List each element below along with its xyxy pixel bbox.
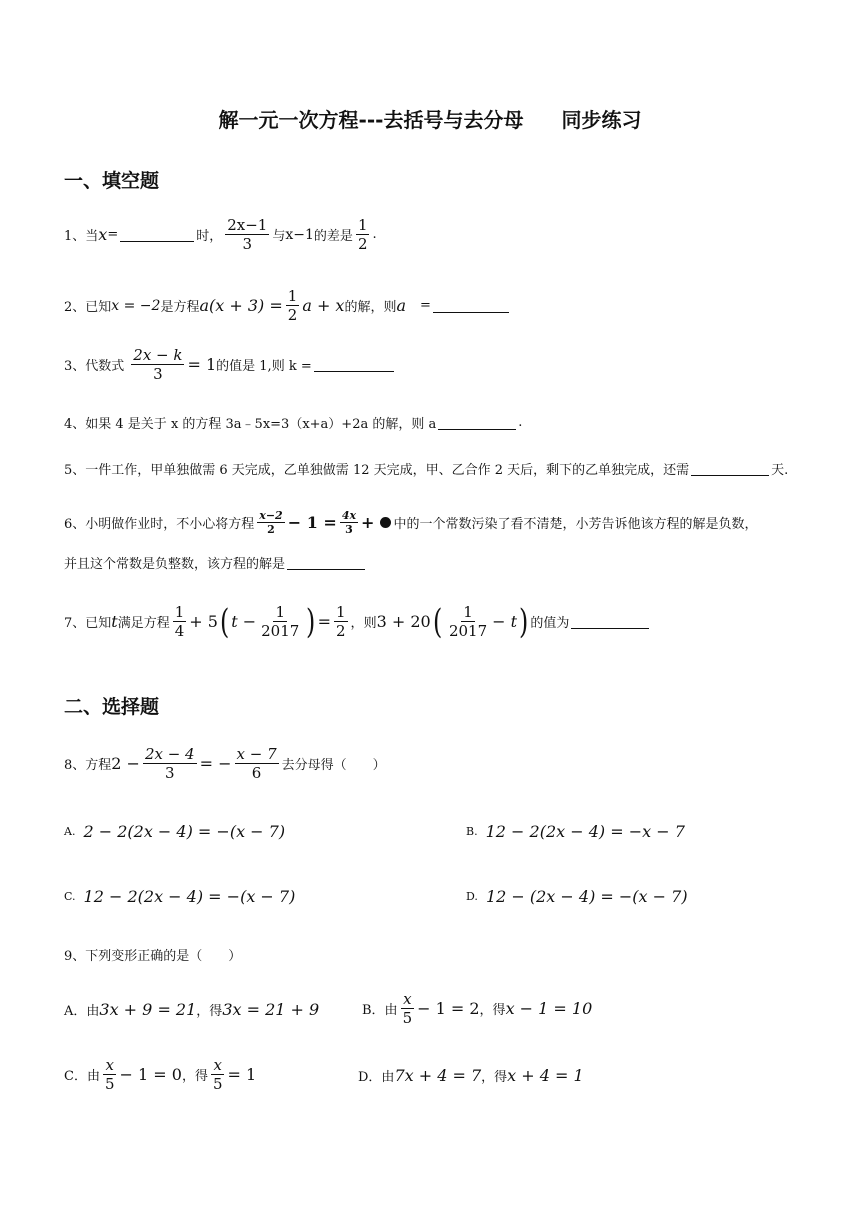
q7-fraction-3: $\frac{1}{2017}$	[448, 603, 488, 640]
q6-fraction-1: $\frac{x-2}{2}$	[259, 509, 283, 537]
question-6-line-2	[64, 553, 367, 572]
q1-eq: =	[107, 227, 119, 242]
q7-minus-t: − t	[492, 612, 518, 631]
q2-text: 是方程	[160, 300, 200, 315]
q2-lhs: a(x + 3) =	[199, 296, 283, 315]
q7-comma: ，	[350, 616, 364, 631]
q1-end: .	[372, 227, 377, 242]
q7-t-minus: t −	[231, 612, 257, 631]
q7-plus5: + 5	[189, 612, 218, 631]
q8-option-c[interactable]: C. 12 − 2(2x − 4) = −(x − 7)	[64, 887, 296, 906]
q1-expr: x−1	[285, 226, 314, 243]
q2-answer-blank[interactable]	[433, 298, 509, 313]
q8-option-d-expr: 12 − (2x − 4) = −(x − 7)	[485, 887, 688, 906]
section-choice-heading: 二、选择题	[64, 696, 160, 718]
q8-option-a-expr: 2 − 2(2x − 4) = −(x − 7)	[83, 822, 286, 841]
q7-then: 则	[363, 616, 377, 631]
q9-option-b[interactable]: B．由 $\frac{x}{5}$ − 1 = 2 ，得 x − 1 = 10	[362, 990, 593, 1027]
q1-half: $\frac{1}{2}$	[357, 216, 368, 253]
q6-answer-blank[interactable]	[287, 555, 365, 570]
q5-text: 5、一件工作，甲单独做需 6 天完成，乙单独做需 12 天完成，甲、乙合作 2 天后，剩下的乙单独完成，还需	[64, 463, 690, 478]
q3-lead: 3、代数式	[64, 359, 125, 374]
section-fill-heading: 一、填空题	[64, 170, 160, 192]
q8-option-c-expr: 12 − 2(2x − 4) = −(x − 7)	[83, 887, 296, 906]
q4-end: .	[518, 415, 523, 430]
q9-option-c[interactable]: C．由 $\frac{x}{5}$ − 1 = 0 ，得 $\frac{x}{5}$ = 1	[64, 1056, 257, 1093]
q4-text: 4、如果 4 是关于 x 的方程 3a﹣5x=3（x+a）+2a 的解，则 a	[64, 417, 437, 432]
q6-mid: − 1 =	[287, 513, 337, 533]
q2-text2: 的解，则	[344, 300, 397, 315]
q8-fraction-2: $\frac{x - 7}{6}$	[236, 745, 277, 782]
question-7: 7、已知 t 满足方程 $\frac{1}{4}$ + 5 ( t − $\frac{1}{2017}$ ) = $\frac{1}{2}$ ， 则 3 + 20 ( $\frac{1}{2017}$ − t ) 的值为	[64, 603, 651, 640]
q8-expr1: 2 −	[111, 754, 140, 773]
q3-text: 的值是 1,则 k =	[216, 359, 312, 374]
q1-mid: 时，	[196, 229, 223, 244]
q1-text2: 的差是	[313, 229, 353, 244]
question-9: 9、下列变形正确的是（ ）	[64, 949, 242, 964]
q8-text: 去分母得（ ）	[281, 758, 386, 773]
q8-option-d[interactable]: D. 12 − (2x − 4) = −(x − 7)	[466, 887, 688, 906]
q8-option-a[interactable]: A. 2 − 2(2x − 4) = −(x − 7)	[64, 822, 286, 841]
q7-half: $\frac{1}{2}$	[336, 603, 346, 640]
ink-blot-icon	[380, 517, 391, 528]
q7-text2: 的值为	[530, 616, 570, 631]
q2-condition: x = −2	[111, 297, 161, 314]
title-suffix: 同步练习	[561, 108, 642, 132]
q7-var: t	[111, 612, 118, 631]
q1-fraction: $\frac{2x-1}{3}$	[227, 216, 268, 253]
question-8	[64, 745, 386, 782]
q9-option-a[interactable]: A．由 3x + 9 = 21 ，得 3x = 21 + 9	[64, 1000, 320, 1019]
q9-option-d[interactable]: D．由 7x + 4 = 7 ，得 x + 4 = 1	[358, 1066, 584, 1085]
q2-rhs: a + x	[302, 296, 345, 315]
question-2	[64, 287, 511, 324]
title-main: 解一元一次方程---去括号与去分母	[218, 108, 524, 132]
q7-fraction-1: $\frac{1}{4}$	[174, 603, 185, 640]
q1-text1: 与	[272, 229, 286, 244]
page-title	[0, 104, 860, 133]
q7-answer-blank[interactable]	[571, 614, 649, 629]
q2-lead: 2、已知	[64, 300, 112, 315]
q3-eq: = 1	[187, 355, 217, 374]
q2-eq: =	[420, 298, 431, 313]
q1-var: x	[98, 225, 108, 244]
q7-eq: =	[317, 612, 331, 631]
q2-fraction: $\frac{1}{2}$	[287, 287, 298, 324]
q5-answer-blank[interactable]	[691, 461, 769, 476]
question-3	[64, 346, 396, 383]
q5-end: 天.	[771, 463, 789, 478]
question-4	[64, 413, 522, 432]
q6-text: 中的一个常数污染了看不清楚，小芳告诉他该方程的解是负数，	[393, 517, 758, 533]
q1-answer-blank[interactable]	[120, 227, 194, 242]
q4-answer-blank[interactable]	[438, 415, 516, 430]
q7-expr: 3 + 20	[376, 612, 431, 631]
q2-var: a	[396, 296, 407, 315]
q8-fraction-1: $\frac{2x - 4}{3}$	[144, 745, 195, 782]
q6-fraction-2: $\frac{4x}{3}$	[341, 509, 357, 537]
q8-option-b[interactable]: B. 12 − 2(2x − 4) = −x − 7	[466, 822, 685, 841]
q7-lead: 7、已知	[64, 616, 112, 631]
q8-expr2: = −	[199, 754, 232, 773]
question-6	[64, 509, 757, 536]
question-1	[64, 216, 377, 253]
question-5	[64, 459, 788, 478]
q3-answer-blank[interactable]	[314, 357, 394, 372]
q7-text: 满足方程	[117, 616, 170, 631]
q8-lead: 8、方程	[64, 758, 112, 773]
q6-lead: 6、小明做作业时，不小心将方程	[64, 517, 255, 533]
q3-fraction: $\frac{2x - k}{3}$	[133, 346, 183, 383]
q8-option-b-expr: 12 − 2(2x − 4) = −x − 7	[485, 822, 685, 841]
q6-plus: +	[361, 513, 375, 533]
q7-fraction-2: $\frac{1}{2017}$	[261, 603, 300, 640]
q6-line2: 并且这个常数是负整数，该方程的解是	[64, 557, 286, 572]
q1-lead: 1、当	[64, 229, 99, 244]
